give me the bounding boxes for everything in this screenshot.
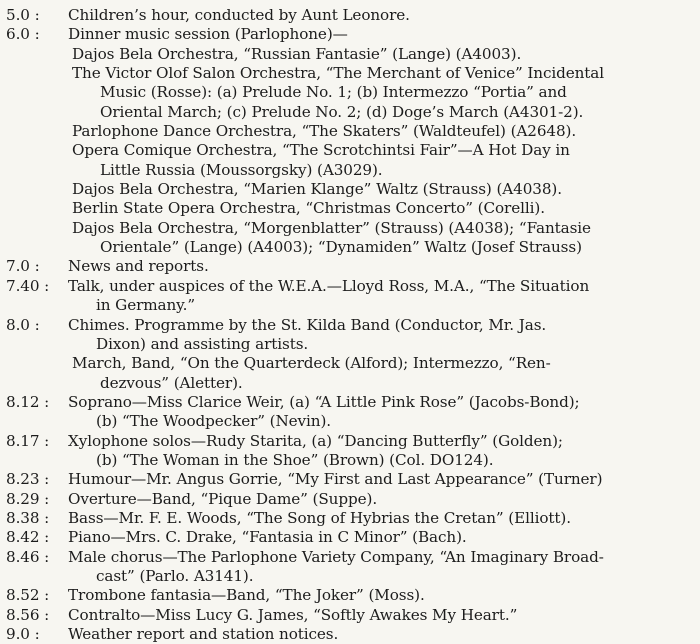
entry-description	[68, 316, 694, 355]
time-label: 5.0	[6, 6, 30, 24]
sub-item-line: Orientale” (Lange) (A4003); “Dynamiden” Waltz (Josef Strauss)	[100, 238, 582, 257]
entry-time: 8.56 :	[6, 605, 50, 624]
sub-item-line: Little Russia (Moussorgsky) (A3029).	[100, 160, 383, 179]
time-label: 8.46	[6, 547, 40, 566]
description-line: cast” (Parlo. A3141).	[96, 566, 254, 585]
description-line: in Germany.”	[96, 296, 196, 315]
programme-sub-item	[6, 64, 694, 122]
description-line: Soprano—Miss Clarice Weir, (a) “A Little Pink Rose” (Jacobs-Bond);	[68, 392, 580, 411]
sub-item-line: The Victor Olof Salon Orchestra, “The Merchant of Venice” Incidental	[72, 64, 605, 83]
programme-sub-item	[6, 219, 694, 258]
description-line: Dinner music session (Parlophone)—	[68, 25, 348, 44]
sub-item-line: Dajos Bela Orchestra, “Russian Fantasie” (Lange) (A4003).	[72, 44, 522, 63]
programme-entry	[6, 528, 694, 547]
entry-description	[68, 606, 694, 625]
programme-sub-item	[6, 45, 694, 64]
programme-sub-item	[6, 354, 694, 393]
time-label: 8.0	[6, 315, 30, 334]
time-label: 8.23	[6, 470, 40, 489]
programme-sub-item	[6, 122, 694, 141]
entry-time: 8.17 :	[6, 431, 50, 450]
entry-description	[68, 257, 694, 276]
programme-entry	[6, 277, 694, 316]
programme-entry	[6, 606, 694, 625]
description-line: Xylophone solos—Rudy Starita, (a) “Dancing Butterfly” (Golden);	[68, 431, 563, 450]
time-label: 9.0	[6, 625, 30, 643]
programme-entry	[6, 470, 694, 489]
entry-description	[68, 25, 694, 44]
description-line: (b) “The Woman in the Shoe” (Brown) (Col. DO124).	[96, 450, 494, 469]
sub-item-line: dezvous” (Aletter).	[100, 373, 243, 392]
description-line: (b) “The Woodpecker” (Nevin).	[96, 412, 332, 431]
entry-time: 8.0 :	[6, 315, 40, 334]
programme-entry	[6, 393, 694, 432]
programme-entry	[6, 586, 694, 605]
description-line: Male chorus—The Parlophone Variety Company, “An Imaginary Broad-	[68, 547, 604, 566]
entry-time: 8.46 :	[6, 547, 50, 566]
sub-item-line: March, Band, “On the Quarterdeck (Alford); Intermezzo, “Ren-	[72, 354, 551, 373]
entry-time: 9.0 :	[6, 625, 40, 643]
time-label: 7.40	[6, 276, 40, 295]
programme-entry	[6, 509, 694, 528]
sub-item-line: Music (Rosse): (a) Prelude No. 1; (b) Intermezzo “Portia” and	[100, 83, 567, 102]
programme-entry	[6, 625, 694, 644]
entry-description	[68, 393, 694, 432]
programme-sub-item	[6, 141, 694, 180]
programme-entry	[6, 316, 694, 355]
entry-time: 8.52 :	[6, 586, 50, 605]
entry-time: 8.42 :	[6, 528, 50, 547]
time-label: 8.12	[6, 392, 40, 411]
entry-description	[68, 490, 694, 509]
programme-entry	[6, 432, 694, 471]
entry-description	[68, 586, 694, 605]
description-line: Humour—Mr. Angus Gorrie, “My First and Last Appearance” (Turner)	[68, 470, 603, 489]
sub-item-line: Dajos Bela Orchestra, “Morgenblatter” (Strauss) (A4038); “Fantasie	[72, 218, 591, 237]
time-label: 6.0	[6, 25, 30, 44]
entry-description	[68, 509, 694, 528]
time-label: 8.52	[6, 586, 40, 605]
description-line: Weather report and station notices.	[68, 625, 339, 643]
entry-description	[68, 470, 694, 489]
time-label: 7.0	[6, 257, 30, 276]
entry-time: 8.38 :	[6, 508, 50, 527]
description-line: Contralto—Miss Lucy G. James, “Softly Awakes My Heart.”	[68, 605, 518, 624]
sub-item-line: Parlophone Dance Orchestra, “The Skaters” (Waldteufel) (A2648).	[72, 122, 577, 141]
description-line: News and reports.	[68, 257, 209, 276]
description-line: Children’s hour, conducted by Aunt Leonore.	[68, 6, 410, 24]
description-line: Talk, under auspices of the W.E.A.—Lloyd Ross, M.A., “The Situation	[68, 276, 590, 295]
entry-description	[68, 548, 694, 587]
description-line: Trombone fantasia—Band, “The Joker” (Moss).	[68, 586, 425, 605]
sub-item-line: Opera Comique Orchestra, “The Scrotchintsi Fair”—A Hot Day in	[72, 141, 570, 160]
description-line: Overture—Band, “Pique Dame” (Suppe).	[68, 489, 378, 508]
programme-sub-item	[6, 199, 694, 218]
time-label: 8.56	[6, 605, 40, 624]
time-label: 8.38	[6, 508, 40, 527]
sub-item-line: Oriental March; (c) Prelude No. 2; (d) Doge’s March (A4301-2).	[100, 102, 584, 121]
entry-description	[68, 528, 694, 547]
programme-entry	[6, 548, 694, 587]
entry-time: 7.0 :	[6, 257, 40, 276]
sub-item-line: Berlin State Opera Orchestra, “Christmas Concerto” (Corelli).	[72, 199, 545, 218]
entry-description	[68, 625, 694, 644]
entry-time: 6.0 :	[6, 25, 40, 44]
entry-time: 8.23 :	[6, 470, 50, 489]
entry-description	[68, 432, 694, 471]
programme-entry	[6, 257, 694, 276]
sub-item-line: Dajos Bela Orchestra, “Marien Klange” Waltz (Strauss) (A4038).	[72, 180, 562, 199]
description-line: Bass—Mr. F. E. Woods, “The Song of Hybrias the Cretan” (Elliott).	[68, 508, 571, 527]
programme-entry	[6, 490, 694, 509]
entry-time: 7.40 :	[6, 276, 50, 295]
entry-time: 5.0 :	[6, 6, 40, 24]
programme-entry	[6, 25, 694, 44]
entry-time: 8.29 :	[6, 489, 50, 508]
time-label: 8.17	[6, 431, 40, 450]
time-label: 8.42	[6, 528, 40, 547]
programme-entry	[6, 6, 694, 25]
time-label: 8.29	[6, 489, 40, 508]
entry-description	[68, 277, 694, 316]
description-line: Piano—Mrs. C. Drake, “Fantasia in C Minor” (Bach).	[68, 528, 467, 547]
programme-sub-item	[6, 180, 694, 199]
entry-description	[68, 6, 694, 25]
entry-time: 8.12 :	[6, 392, 50, 411]
description-line: Dixon) and assisting artists.	[96, 334, 309, 353]
description-line: Chimes. Programme by the St. Kilda Band (Conductor, Mr. Jas.	[68, 315, 547, 334]
